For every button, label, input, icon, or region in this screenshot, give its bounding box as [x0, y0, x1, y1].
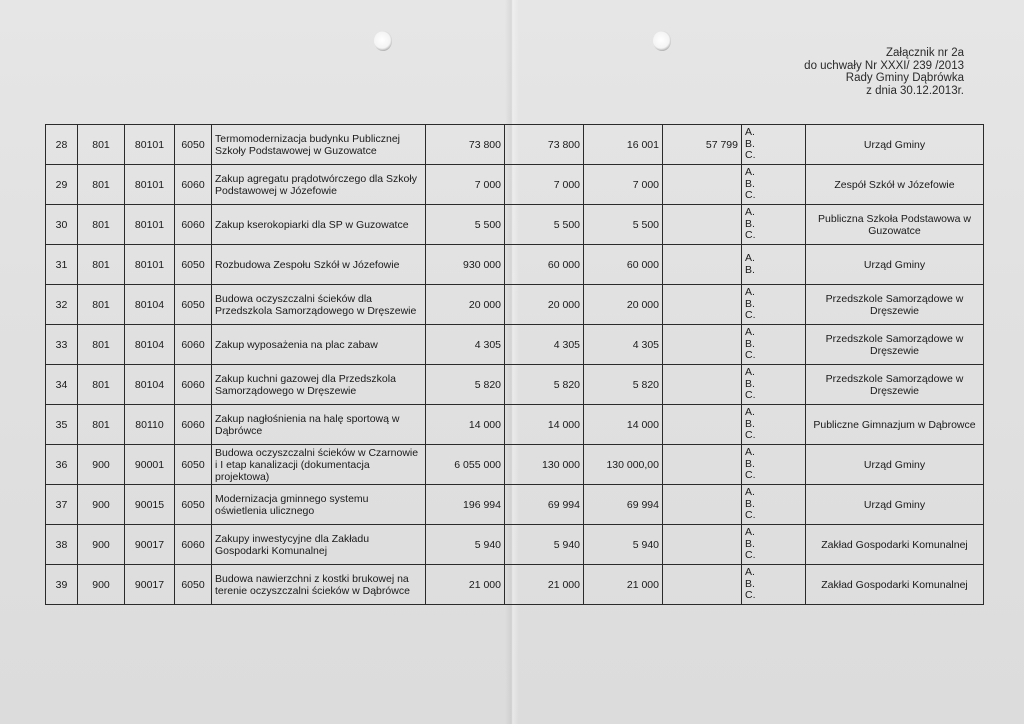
- cell-task-name: Termomodernizacja budynku Publicznej Szkoły Podstawowej w Guzowatce: [212, 125, 426, 165]
- cell-dzial: 801: [78, 165, 125, 205]
- punch-hole: [653, 31, 671, 51]
- cell-total-cost: 5 500: [426, 205, 505, 245]
- cell-paragraf: 6050: [175, 285, 212, 325]
- header-line: do uchwały Nr XXXI/ 239 /2013: [804, 59, 964, 72]
- cell-task-name: Rozbudowa Zespołu Szkół w Józefowie: [212, 245, 426, 285]
- cell-own-income: 4 305: [584, 325, 663, 365]
- source-c: C.: [745, 509, 756, 522]
- cell-unit: Przedszkole Samorządowe w Dręszewie: [806, 285, 984, 325]
- cell-year-amount: 5 500: [505, 205, 584, 245]
- cell-paragraf: 6050: [175, 245, 212, 285]
- cell-funding-sources: [742, 365, 806, 405]
- cell-rozdzial: 80101: [125, 165, 175, 205]
- cell-credits: [663, 485, 742, 525]
- cell-own-income: 69 994: [584, 485, 663, 525]
- source-b: B.: [745, 457, 755, 470]
- cell-paragraf: 6060: [175, 325, 212, 365]
- cell-own-income: 7 000: [584, 165, 663, 205]
- cell-rozdzial: 80101: [125, 205, 175, 245]
- cell-funding-sources: [742, 445, 806, 485]
- cell-total-cost: 5 940: [426, 525, 505, 565]
- cell-own-income: 5 820: [584, 365, 663, 405]
- cell-funding-sources: [742, 205, 806, 245]
- cell-paragraf: 6060: [175, 205, 212, 245]
- cell-year-amount: 7 000: [505, 165, 584, 205]
- table-row: [46, 485, 984, 525]
- cell-lp: 31: [46, 245, 78, 285]
- cell-credits: [663, 365, 742, 405]
- source-c: C.: [745, 309, 756, 322]
- source-b: B.: [745, 577, 755, 590]
- cell-rozdzial: 90017: [125, 565, 175, 605]
- cell-task-name: Zakupy inwestycyjne dla Zakładu Gospodarki Komunalnej: [212, 525, 426, 565]
- cell-rozdzial: 80101: [125, 245, 175, 285]
- cell-year-amount: 4 305: [505, 325, 584, 365]
- cell-dzial: 801: [78, 245, 125, 285]
- cell-funding-sources: [742, 165, 806, 205]
- source-a: A.: [745, 446, 755, 459]
- cell-rozdzial: 80101: [125, 125, 175, 165]
- cell-paragraf: 6060: [175, 165, 212, 205]
- cell-unit: Zespół Szkół w Józefowie: [806, 165, 984, 205]
- cell-rozdzial: 90001: [125, 445, 175, 485]
- cell-credits: [663, 565, 742, 605]
- cell-unit: Urząd Gminy: [806, 125, 984, 165]
- source-b: B.: [745, 497, 755, 510]
- cell-task-name: Zakup nagłośnienia na halę sportową w Dąbrówce: [212, 405, 426, 445]
- cell-total-cost: 21 000: [426, 565, 505, 605]
- cell-own-income: 5 940: [584, 525, 663, 565]
- cell-year-amount: 5 940: [505, 525, 584, 565]
- cell-credits: [663, 405, 742, 445]
- cell-year-amount: 14 000: [505, 405, 584, 445]
- investment-table: [45, 124, 984, 605]
- cell-year-amount: 21 000: [505, 565, 584, 605]
- table-row: [46, 565, 984, 605]
- cell-unit: Przedszkole Samorządowe w Dręszewie: [806, 325, 984, 365]
- cell-own-income: 130 000,00: [584, 445, 663, 485]
- cell-dzial: 900: [78, 565, 125, 605]
- cell-dzial: 801: [78, 205, 125, 245]
- cell-funding-sources: [742, 285, 806, 325]
- cell-credits: 57 799: [663, 125, 742, 165]
- cell-year-amount: 73 800: [505, 125, 584, 165]
- cell-dzial: 801: [78, 325, 125, 365]
- cell-unit: Zakład Gospodarki Komunalnej: [806, 565, 984, 605]
- cell-task-name: Budowa oczyszczalni ścieków dla Przedszkola Samorządowego w Dręszewie: [212, 285, 426, 325]
- source-b: B.: [745, 537, 755, 550]
- cell-rozdzial: 90017: [125, 525, 175, 565]
- source-a: A.: [745, 286, 755, 299]
- header-line: z dnia 30.12.2013r.: [866, 84, 964, 97]
- source-a: A.: [745, 366, 755, 379]
- cell-lp: 32: [46, 285, 78, 325]
- table-row: [46, 165, 984, 205]
- source-c: C.: [745, 589, 756, 602]
- cell-task-name: Budowa oczyszczalni ścieków w Czarnowie i I etap kanalizacji (dokumentacja projektowa): [212, 445, 426, 485]
- punch-hole: [374, 31, 392, 51]
- cell-lp: 37: [46, 485, 78, 525]
- source-b: B.: [745, 177, 755, 190]
- cell-year-amount: 5 820: [505, 365, 584, 405]
- cell-own-income: 5 500: [584, 205, 663, 245]
- cell-own-income: 16 001: [584, 125, 663, 165]
- table-row: [46, 245, 984, 285]
- source-b: B.: [745, 137, 755, 150]
- cell-unit: Publiczna Szkoła Podstawowa w Guzowatce: [806, 205, 984, 245]
- cell-year-amount: 60 000: [505, 245, 584, 285]
- table-row: [46, 205, 984, 245]
- source-a: A.: [745, 486, 755, 499]
- cell-dzial: 900: [78, 485, 125, 525]
- cell-lp: 36: [46, 445, 78, 485]
- source-a: A.: [745, 206, 755, 219]
- cell-dzial: 801: [78, 365, 125, 405]
- cell-task-name: Budowa nawierzchni z kostki brukowej na terenie oczyszczalni ścieków w Dąbrówce: [212, 565, 426, 605]
- cell-credits: [663, 165, 742, 205]
- table-row: [46, 325, 984, 365]
- attachment-header: [704, 47, 964, 97]
- source-a: A.: [745, 526, 755, 539]
- source-a: A.: [745, 406, 755, 419]
- source-c: C.: [745, 229, 756, 242]
- cell-paragraf: 6060: [175, 365, 212, 405]
- cell-year-amount: 130 000: [505, 445, 584, 485]
- table-row: [46, 365, 984, 405]
- cell-rozdzial: 90015: [125, 485, 175, 525]
- cell-total-cost: 930 000: [426, 245, 505, 285]
- header-line: Rady Gminy Dąbrówka: [845, 72, 964, 85]
- header-line: Załącznik nr 2a: [886, 47, 964, 59]
- cell-total-cost: 7 000: [426, 165, 505, 205]
- source-b: B.: [745, 337, 755, 350]
- cell-year-amount: 69 994: [505, 485, 584, 525]
- source-a: A.: [745, 126, 755, 139]
- cell-own-income: 21 000: [584, 565, 663, 605]
- cell-task-name: Zakup wyposażenia na plac zabaw: [212, 325, 426, 365]
- cell-credits: [663, 325, 742, 365]
- cell-funding-sources: [742, 525, 806, 565]
- cell-total-cost: 5 820: [426, 365, 505, 405]
- table-row: [46, 285, 984, 325]
- cell-rozdzial: 80104: [125, 365, 175, 405]
- source-c: C.: [745, 189, 756, 202]
- cell-unit: Zakład Gospodarki Komunalnej: [806, 525, 984, 565]
- cell-dzial: 801: [78, 285, 125, 325]
- source-b: B.: [745, 297, 755, 310]
- cell-rozdzial: 80110: [125, 405, 175, 445]
- cell-credits: [663, 285, 742, 325]
- cell-dzial: 900: [78, 525, 125, 565]
- source-b: B.: [745, 417, 755, 430]
- cell-rozdzial: 80104: [125, 325, 175, 365]
- cell-paragraf: 6050: [175, 485, 212, 525]
- cell-paragraf: 6050: [175, 125, 212, 165]
- cell-task-name: Zakup kserokopiarki dla SP w Guzowatce: [212, 205, 426, 245]
- cell-paragraf: 6060: [175, 405, 212, 445]
- source-c: C.: [745, 429, 756, 442]
- cell-lp: 34: [46, 365, 78, 405]
- source-a: A.: [745, 326, 755, 339]
- cell-unit: Urząd Gminy: [806, 485, 984, 525]
- source-b: B.: [745, 377, 755, 390]
- cell-lp: 35: [46, 405, 78, 445]
- cell-total-cost: 6 055 000: [426, 445, 505, 485]
- cell-funding-sources: [742, 485, 806, 525]
- cell-paragraf: 6050: [175, 445, 212, 485]
- cell-lp: 29: [46, 165, 78, 205]
- cell-funding-sources: [742, 325, 806, 365]
- table-body: [46, 125, 984, 605]
- source-c: C.: [745, 469, 756, 482]
- table-row: [46, 405, 984, 445]
- cell-task-name: Zakup agregatu prądotwórczego dla Szkoły Podstawowej w Józefowie: [212, 165, 426, 205]
- table-row: [46, 445, 984, 485]
- source-a: A.: [745, 566, 755, 579]
- cell-unit: Urząd Gminy: [806, 245, 984, 285]
- source-b: B.: [745, 263, 755, 276]
- cell-own-income: 14 000: [584, 405, 663, 445]
- cell-unit: Urząd Gminy: [806, 445, 984, 485]
- source-b: B.: [745, 217, 755, 230]
- cell-lp: 30: [46, 205, 78, 245]
- cell-funding-sources: [742, 565, 806, 605]
- cell-own-income: 60 000: [584, 245, 663, 285]
- source-c: C.: [745, 549, 756, 562]
- cell-lp: 33: [46, 325, 78, 365]
- cell-lp: 38: [46, 525, 78, 565]
- cell-dzial: 801: [78, 125, 125, 165]
- cell-rozdzial: 80104: [125, 285, 175, 325]
- cell-paragraf: 6060: [175, 525, 212, 565]
- cell-task-name: Modernizacja gminnego systemu oświetlenia ulicznego: [212, 485, 426, 525]
- table-row: [46, 525, 984, 565]
- cell-unit: Przedszkole Samorządowe w Dręszewie: [806, 365, 984, 405]
- cell-funding-sources: [742, 405, 806, 445]
- table-row: [46, 125, 984, 165]
- cell-total-cost: 73 800: [426, 125, 505, 165]
- cell-credits: [663, 445, 742, 485]
- cell-total-cost: 4 305: [426, 325, 505, 365]
- cell-total-cost: 20 000: [426, 285, 505, 325]
- cell-dzial: 900: [78, 445, 125, 485]
- source-a: A.: [745, 166, 755, 179]
- cell-total-cost: 196 994: [426, 485, 505, 525]
- source-a: A.: [745, 251, 755, 264]
- cell-unit: Publiczne Gimnazjum w Dąbrowce: [806, 405, 984, 445]
- cell-lp: 39: [46, 565, 78, 605]
- cell-total-cost: 14 000: [426, 405, 505, 445]
- cell-lp: 28: [46, 125, 78, 165]
- cell-credits: [663, 525, 742, 565]
- source-c: C.: [745, 349, 756, 362]
- cell-funding-sources: [742, 125, 806, 165]
- cell-dzial: 801: [78, 405, 125, 445]
- cell-credits: [663, 205, 742, 245]
- source-c: C.: [745, 389, 756, 402]
- cell-own-income: 20 000: [584, 285, 663, 325]
- cell-paragraf: 6050: [175, 565, 212, 605]
- cell-credits: [663, 245, 742, 285]
- cell-task-name: Zakup kuchni gazowej dla Przedszkola Samorządowego w Dręszewie: [212, 365, 426, 405]
- cell-year-amount: 20 000: [505, 285, 584, 325]
- source-c: C.: [745, 149, 756, 162]
- cell-funding-sources: [742, 245, 806, 285]
